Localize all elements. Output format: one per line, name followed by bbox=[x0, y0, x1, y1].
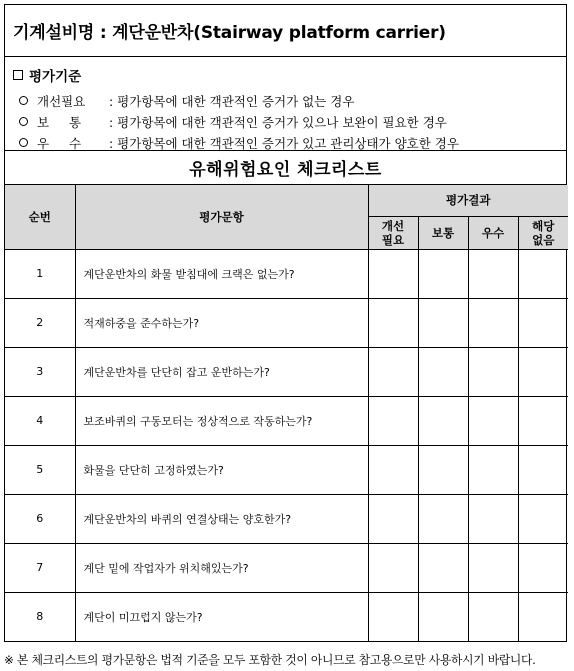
criteria-text: : 평가항목에 대한 객관적인 증거가 없는 경우 bbox=[109, 93, 355, 109]
cell-not-applicable[interactable] bbox=[518, 494, 568, 543]
row-question: 계단운반차의 바퀴의 연결상태는 양호한가? bbox=[75, 494, 368, 543]
row-number: 1 bbox=[5, 249, 75, 298]
table-row bbox=[5, 347, 568, 396]
header-result: 평가결과 bbox=[368, 185, 568, 216]
criteria-heading-text: 평가기준 bbox=[29, 69, 82, 85]
criteria-item bbox=[13, 132, 558, 153]
criteria-item bbox=[13, 111, 558, 132]
checklist-sheet bbox=[4, 4, 567, 642]
cell-needs-improvement[interactable] bbox=[368, 396, 418, 445]
cell-not-applicable[interactable] bbox=[518, 396, 568, 445]
header-excellent: 우수 bbox=[468, 216, 518, 249]
row-number: 5 bbox=[5, 445, 75, 494]
cell-normal[interactable] bbox=[418, 543, 468, 592]
cell-excellent[interactable] bbox=[468, 347, 518, 396]
table-row bbox=[5, 445, 568, 494]
cell-normal[interactable] bbox=[418, 249, 468, 298]
cell-needs-improvement[interactable] bbox=[368, 494, 418, 543]
cell-normal[interactable] bbox=[418, 347, 468, 396]
cell-normal[interactable] bbox=[418, 298, 468, 347]
criteria-text: : 평가항목에 대한 객관적인 증거가 있고 관리상태가 양호한 경우 bbox=[109, 135, 459, 151]
cell-excellent[interactable] bbox=[468, 298, 518, 347]
document-title: 기계설비명 : 계단운반차(Stairway platform carrier) bbox=[5, 5, 566, 57]
table-row bbox=[5, 543, 568, 592]
cell-normal[interactable] bbox=[418, 592, 468, 641]
table-row bbox=[5, 494, 568, 543]
cell-needs-improvement[interactable] bbox=[368, 592, 418, 641]
circle-bullet-icon bbox=[19, 117, 28, 126]
cell-excellent[interactable] bbox=[468, 445, 518, 494]
cell-normal[interactable] bbox=[418, 396, 468, 445]
cell-excellent[interactable] bbox=[468, 543, 518, 592]
table-row bbox=[5, 396, 568, 445]
evaluation-criteria bbox=[5, 57, 566, 151]
cell-excellent[interactable] bbox=[468, 249, 518, 298]
cell-not-applicable[interactable] bbox=[518, 592, 568, 641]
row-number: 3 bbox=[5, 347, 75, 396]
criteria-label: 보 통 bbox=[37, 114, 82, 130]
cell-not-applicable[interactable] bbox=[518, 347, 568, 396]
row-number: 7 bbox=[5, 543, 75, 592]
row-number: 6 bbox=[5, 494, 75, 543]
cell-not-applicable[interactable] bbox=[518, 298, 568, 347]
header-not-applicable: 해당 없음 bbox=[518, 216, 568, 249]
cell-excellent[interactable] bbox=[468, 396, 518, 445]
table-row bbox=[5, 298, 568, 347]
criteria-text: : 평가항목에 대한 객관적인 증거가 있으나 보완이 필요한 경우 bbox=[109, 114, 447, 130]
row-question: 보조바퀴의 구동모터는 정상적으로 작동하는가? bbox=[75, 396, 368, 445]
header-normal: 보통 bbox=[418, 216, 468, 249]
row-question: 계단운반차를 단단히 잡고 운반하는가? bbox=[75, 347, 368, 396]
cell-not-applicable[interactable] bbox=[518, 249, 568, 298]
row-question: 화물을 단단히 고정하였는가? bbox=[75, 445, 368, 494]
table-row bbox=[5, 592, 568, 641]
cell-needs-improvement[interactable] bbox=[368, 347, 418, 396]
criteria-item bbox=[13, 90, 558, 111]
cell-needs-improvement[interactable] bbox=[368, 249, 418, 298]
criteria-label: 우 수 bbox=[37, 135, 82, 151]
cell-needs-improvement[interactable] bbox=[368, 298, 418, 347]
row-number: 2 bbox=[5, 298, 75, 347]
table-row bbox=[5, 249, 568, 298]
header-number: 순번 bbox=[5, 185, 75, 249]
row-question: 계단운반차의 화물 받침대에 크랙은 없는가? bbox=[75, 249, 368, 298]
cell-normal[interactable] bbox=[418, 445, 468, 494]
footer-note: ※ 본 체크리스트의 평가문항은 법적 기준을 모두 포함한 것이 아니므로 참고용으로만 사용하시기 바랍니다. bbox=[4, 653, 536, 667]
cell-not-applicable[interactable] bbox=[518, 445, 568, 494]
circle-bullet-icon bbox=[19, 96, 28, 105]
square-bullet-icon bbox=[13, 70, 23, 80]
cell-not-applicable[interactable] bbox=[518, 543, 568, 592]
checklist-title: 유해위험요인 체크리스트 bbox=[5, 151, 566, 185]
row-question: 계단 밑에 작업자가 위치해있는가? bbox=[75, 543, 368, 592]
row-number: 8 bbox=[5, 592, 75, 641]
cell-excellent[interactable] bbox=[468, 592, 518, 641]
row-question: 적재하중을 준수하는가? bbox=[75, 298, 368, 347]
cell-excellent[interactable] bbox=[468, 494, 518, 543]
header-question: 평가문항 bbox=[75, 185, 368, 249]
row-question: 계단이 미끄럽지 않는가? bbox=[75, 592, 368, 641]
cell-normal[interactable] bbox=[418, 494, 468, 543]
cell-needs-improvement[interactable] bbox=[368, 543, 418, 592]
circle-bullet-icon bbox=[19, 138, 28, 147]
row-number: 4 bbox=[5, 396, 75, 445]
checklist-table bbox=[5, 185, 568, 641]
criteria-heading bbox=[13, 65, 558, 85]
header-needs-improvement: 개선 필요 bbox=[368, 216, 418, 249]
criteria-label: 개선필요 bbox=[37, 93, 86, 109]
cell-needs-improvement[interactable] bbox=[368, 445, 418, 494]
